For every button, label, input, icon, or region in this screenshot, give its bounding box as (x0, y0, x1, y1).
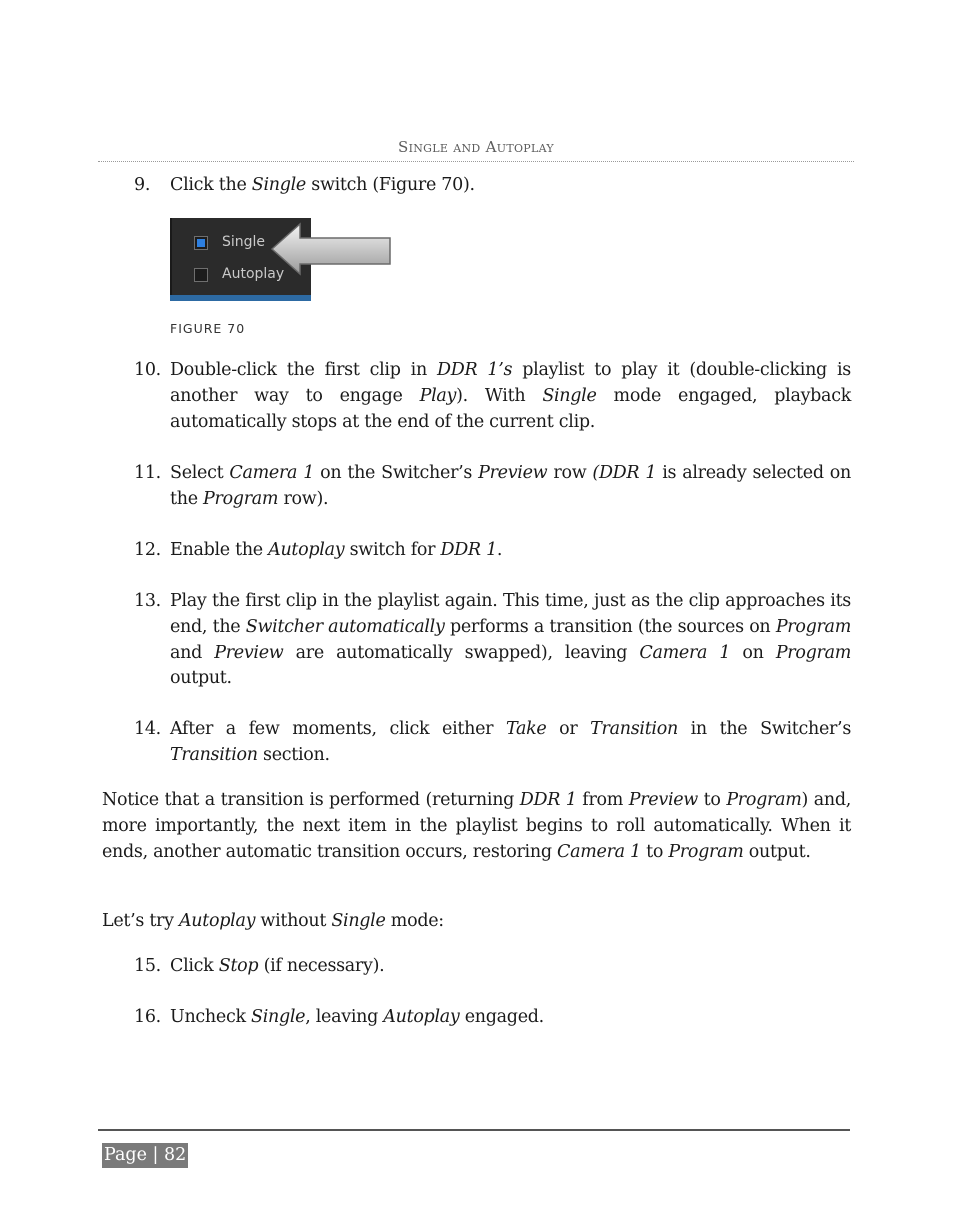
step-number: 9. (134, 175, 151, 195)
step-text: . (496, 540, 503, 560)
step-emphasis: (DDR 1 (592, 463, 657, 483)
step-text: or (546, 719, 591, 739)
para-emphasis: DDR 1 (519, 790, 577, 810)
step-text: output. (170, 668, 232, 689)
autoplay-label: Autoplay (222, 266, 285, 282)
step-text: on (730, 642, 776, 663)
single-checkbox-icon (194, 236, 208, 250)
para-emphasis: Camera 1 (557, 841, 641, 862)
step-number: 10. (134, 360, 161, 380)
step-text: Enable the (170, 540, 269, 560)
step-number: 14. (134, 719, 161, 739)
step-emphasis: Single (251, 1007, 306, 1027)
step-text: Uncheck (170, 1007, 252, 1027)
step-text: are automatically swapped), leaving (283, 642, 640, 663)
step-emphasis: Preview (478, 463, 548, 483)
step-text: section. (257, 744, 330, 765)
panel-divider (170, 218, 172, 295)
para-emphasis: Autoplay (178, 911, 256, 931)
page-number: Page | 82 (102, 1143, 188, 1168)
step-13 (134, 589, 851, 692)
step-emphasis: DDR 1’s (437, 360, 513, 380)
step-text: Click (170, 956, 219, 976)
step-11 (134, 461, 851, 513)
step-number: 16. (134, 1007, 161, 1027)
step-emphasis: Preview (214, 642, 284, 663)
step-emphasis: Single (542, 385, 597, 406)
step-emphasis: Stop (218, 956, 259, 976)
step-emphasis: Play (419, 385, 457, 406)
step-text: engaged. (459, 1007, 544, 1027)
notice-paragraph (102, 788, 851, 865)
para-text: Notice that a transition is performed (returning (102, 790, 520, 810)
step-12 (134, 538, 851, 564)
step-emphasis: Autoplay (383, 1007, 460, 1027)
step-text: switch (Figure 70). (306, 175, 475, 195)
single-label: Single (222, 234, 266, 250)
step-14 (134, 717, 852, 769)
step-10 (134, 358, 852, 435)
figure-accent-bar (170, 295, 311, 301)
step-emphasis: Autoplay (268, 540, 345, 560)
footer-divider (98, 1129, 850, 1131)
step-text: and (170, 642, 215, 663)
figure-caption: FIGURE 70 (170, 321, 246, 336)
step-number: 13. (134, 591, 161, 611)
page-header: Single and Autoplay (98, 138, 854, 162)
para-text: from (576, 790, 629, 810)
step-16 (134, 1005, 851, 1031)
para-emphasis: Preview (628, 790, 698, 810)
para-text: ) and, more importantly, the next item in the playlist begins to roll automatically. When it ends, another automatic transition occurs, restoring (102, 790, 851, 862)
para-text: output. (743, 841, 811, 862)
para-text: without (255, 911, 332, 931)
step-number: 12. (134, 540, 161, 560)
step-text: is already selected on the (170, 463, 851, 509)
step-text: Double-click the first clip in (170, 360, 438, 380)
step-15 (134, 954, 851, 980)
autoplay-checkbox-icon (194, 268, 208, 282)
para-text: mode: (385, 911, 444, 931)
para-text: to (640, 841, 669, 862)
step-emphasis: Switcher automatically (245, 616, 445, 637)
autoplay-intro-paragraph (102, 909, 851, 935)
step-emphasis: DDR 1 (440, 540, 497, 560)
step-text: on the Switcher’s (314, 463, 479, 483)
para-text: Let’s try (102, 911, 179, 931)
step-text: switch for (344, 540, 441, 560)
step-text: row (547, 463, 593, 483)
step-text: playlist to play it (double-clicking is another way to engage (170, 360, 851, 406)
step-text: Click the (170, 175, 252, 195)
step-emphasis: Single (251, 175, 306, 195)
para-emphasis: Single (331, 911, 386, 931)
para-text: to (697, 790, 727, 810)
step-text: row). (278, 488, 329, 509)
step-text: in the Switcher’s (677, 719, 852, 739)
pointer-arrow-icon (270, 222, 394, 278)
step-emphasis: Transition (170, 744, 258, 765)
step-text: , leaving (305, 1007, 384, 1027)
step-emphasis: Transition (590, 719, 678, 739)
step-emphasis: Camera 1 (639, 642, 731, 663)
step-9 (134, 173, 851, 199)
step-number: 15. (134, 956, 161, 976)
step-text: performs a transition (the sources on (444, 616, 776, 637)
step-emphasis: Program (775, 616, 851, 637)
step-text: ). With (456, 385, 543, 406)
step-text: Select (170, 463, 230, 483)
step-emphasis: Program (203, 488, 279, 509)
step-emphasis: Take (505, 719, 547, 739)
step-emphasis: Camera 1 (229, 463, 315, 483)
step-text: mode engaged, playback automatically stops at the end of the current clip. (170, 385, 852, 432)
step-emphasis: Program (775, 642, 851, 663)
step-text: Play the first clip in the playlist again. This time, just as the clip approaches its end, the (170, 591, 851, 637)
step-text: (if necessary). (258, 956, 385, 976)
para-emphasis: Program (726, 790, 802, 810)
step-text: After a few moments, click either (170, 719, 506, 739)
para-emphasis: Program (668, 841, 744, 862)
step-number: 11. (134, 463, 161, 483)
